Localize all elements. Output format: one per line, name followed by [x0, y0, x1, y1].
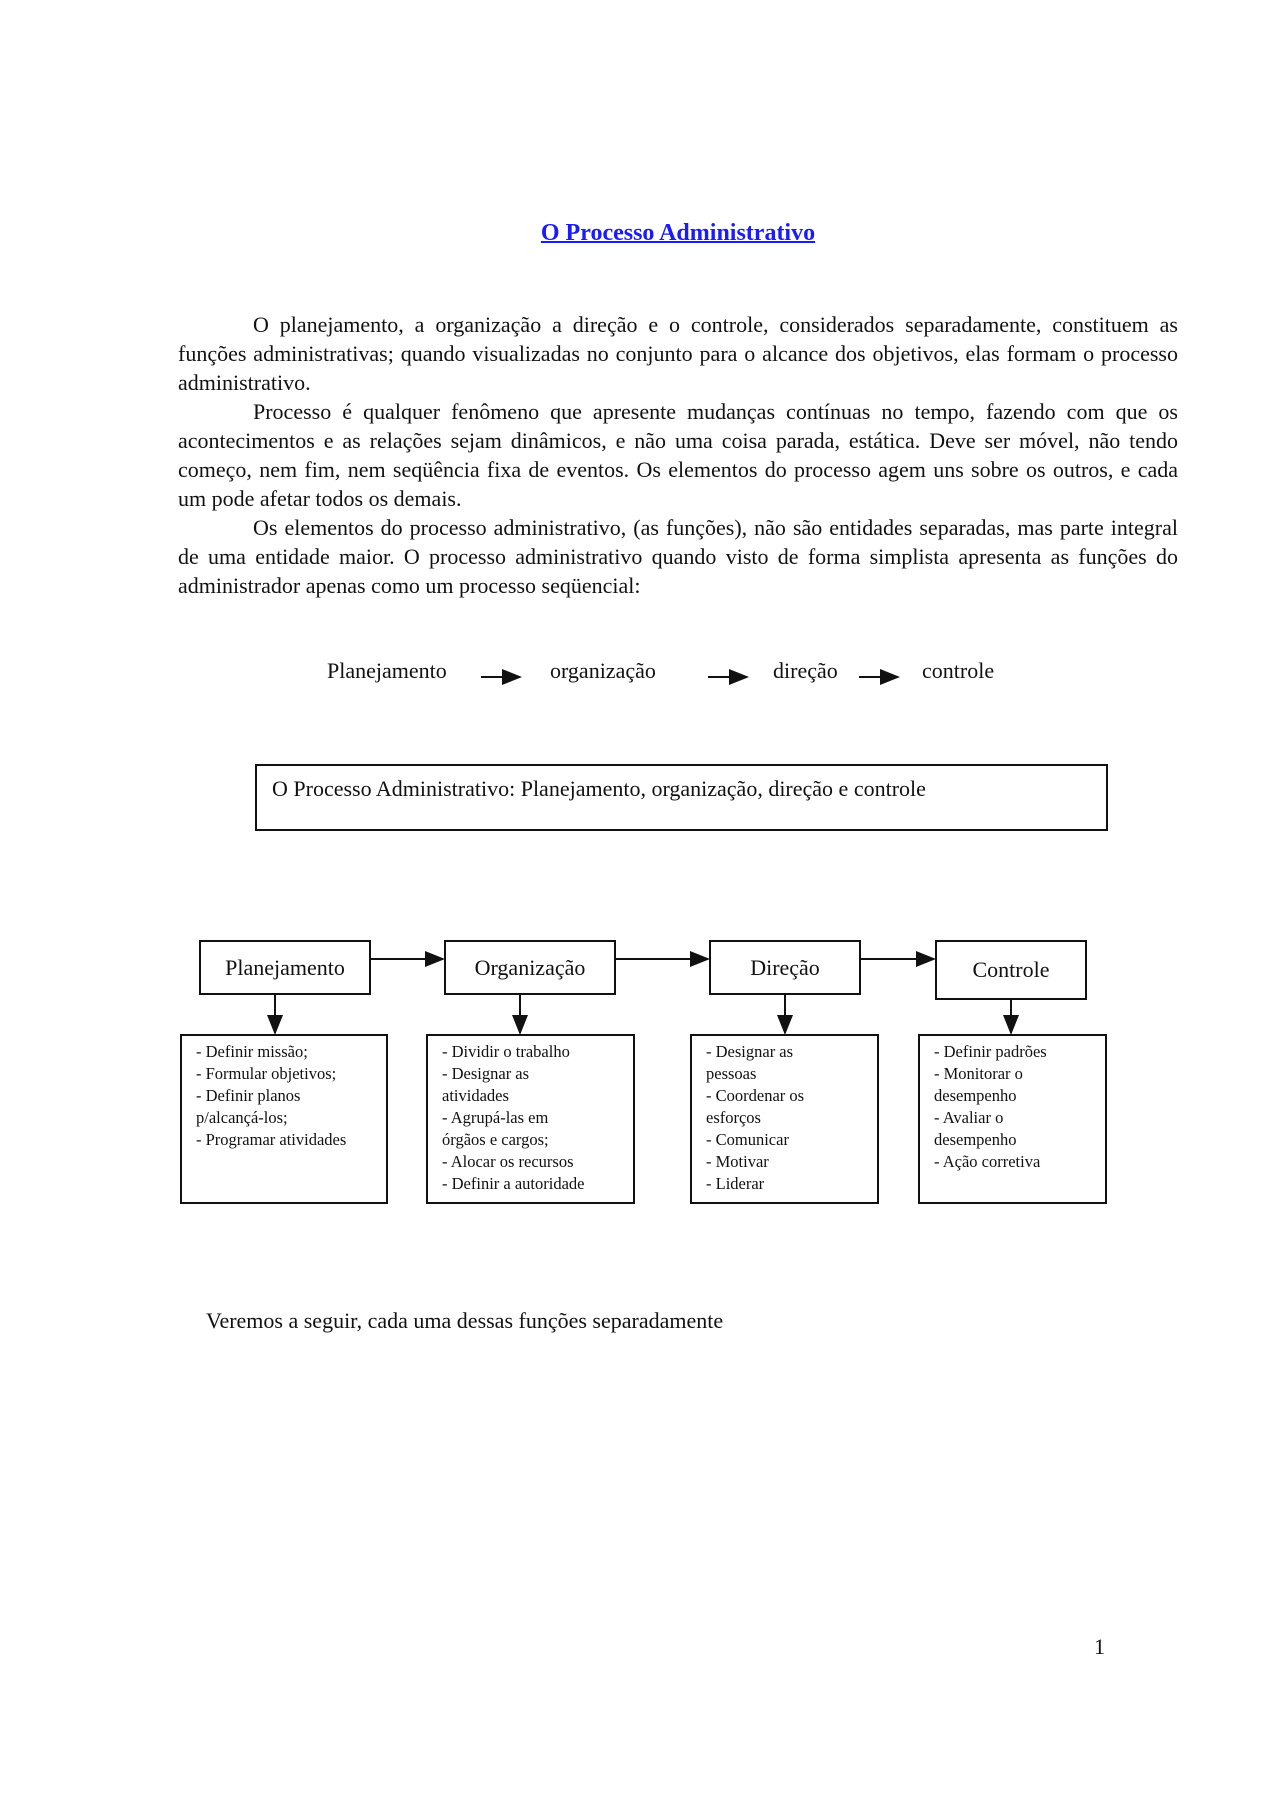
- task-list: - Designar as pessoas - Coordenar os esforços - Comunicar - Motivar - Liderar: [706, 1042, 805, 1193]
- sequence-step: organização: [550, 658, 656, 683]
- task-list: - Dividir o trabalho - Designar as atividades - Agrupá-las em órgãos e cargos; - Alocar os recursos - Definir a autoridade: [442, 1042, 585, 1193]
- sequence-step: Planejamento: [327, 658, 447, 683]
- closing-text: Veremos a seguir, cada uma dessas funções separadamente: [206, 1308, 724, 1333]
- page-title[interactable]: O Processo Administrativo: [540, 220, 816, 246]
- task-list: - Definir missão; - Formular objetivos; - Definir planos p/alcançá-los; - Programar atividades: [196, 1042, 347, 1149]
- function-box-direcao: Direção: [709, 940, 861, 995]
- function-box-organizacao: Organização: [444, 940, 616, 995]
- sequence-step: direção: [773, 658, 838, 683]
- sequence-step: controle: [922, 658, 995, 683]
- paragraph: O planejamento, a organização a direção e o controle, considerados separadamente, constituem as funções administrativas; quando visualizadas no conjunto para o alcance dos objetivos, elas formam o processo administrativo.: [178, 312, 1178, 395]
- paragraph: Processo é qualquer fenômeno que apresente mudanças contínuas no tempo, fazendo com que os acontecimentos e as relações sejam dinâmicos, e não uma coisa parada, estática. Deve ser móvel, não tendo começo, nem fim, nem seqüência fixa de eventos. Os elementos do processo agem uns sobre os outros, e cada um pode afetar todos os demais.: [178, 399, 1178, 511]
- task-list: - Definir padrões - Monitorar o desempenho - Avaliar o desempenho - Ação corretiva: [934, 1042, 1047, 1171]
- function-box-planejamento: Planejamento: [199, 940, 371, 995]
- page-number: 1: [1094, 1634, 1105, 1659]
- paragraph: Os elementos do processo administrativo, (as funções), não são entidades separadas, mas parte integral de uma entidade maior. O processo administrativo quando visto de forma simplista apresenta as funções do administrador apenas como um processo seqüencial:: [178, 515, 1178, 598]
- summary-text: O Processo Administrativo: Planejamento, organização, direção e controle: [272, 776, 926, 801]
- function-box-controle: Controle: [935, 940, 1087, 1000]
